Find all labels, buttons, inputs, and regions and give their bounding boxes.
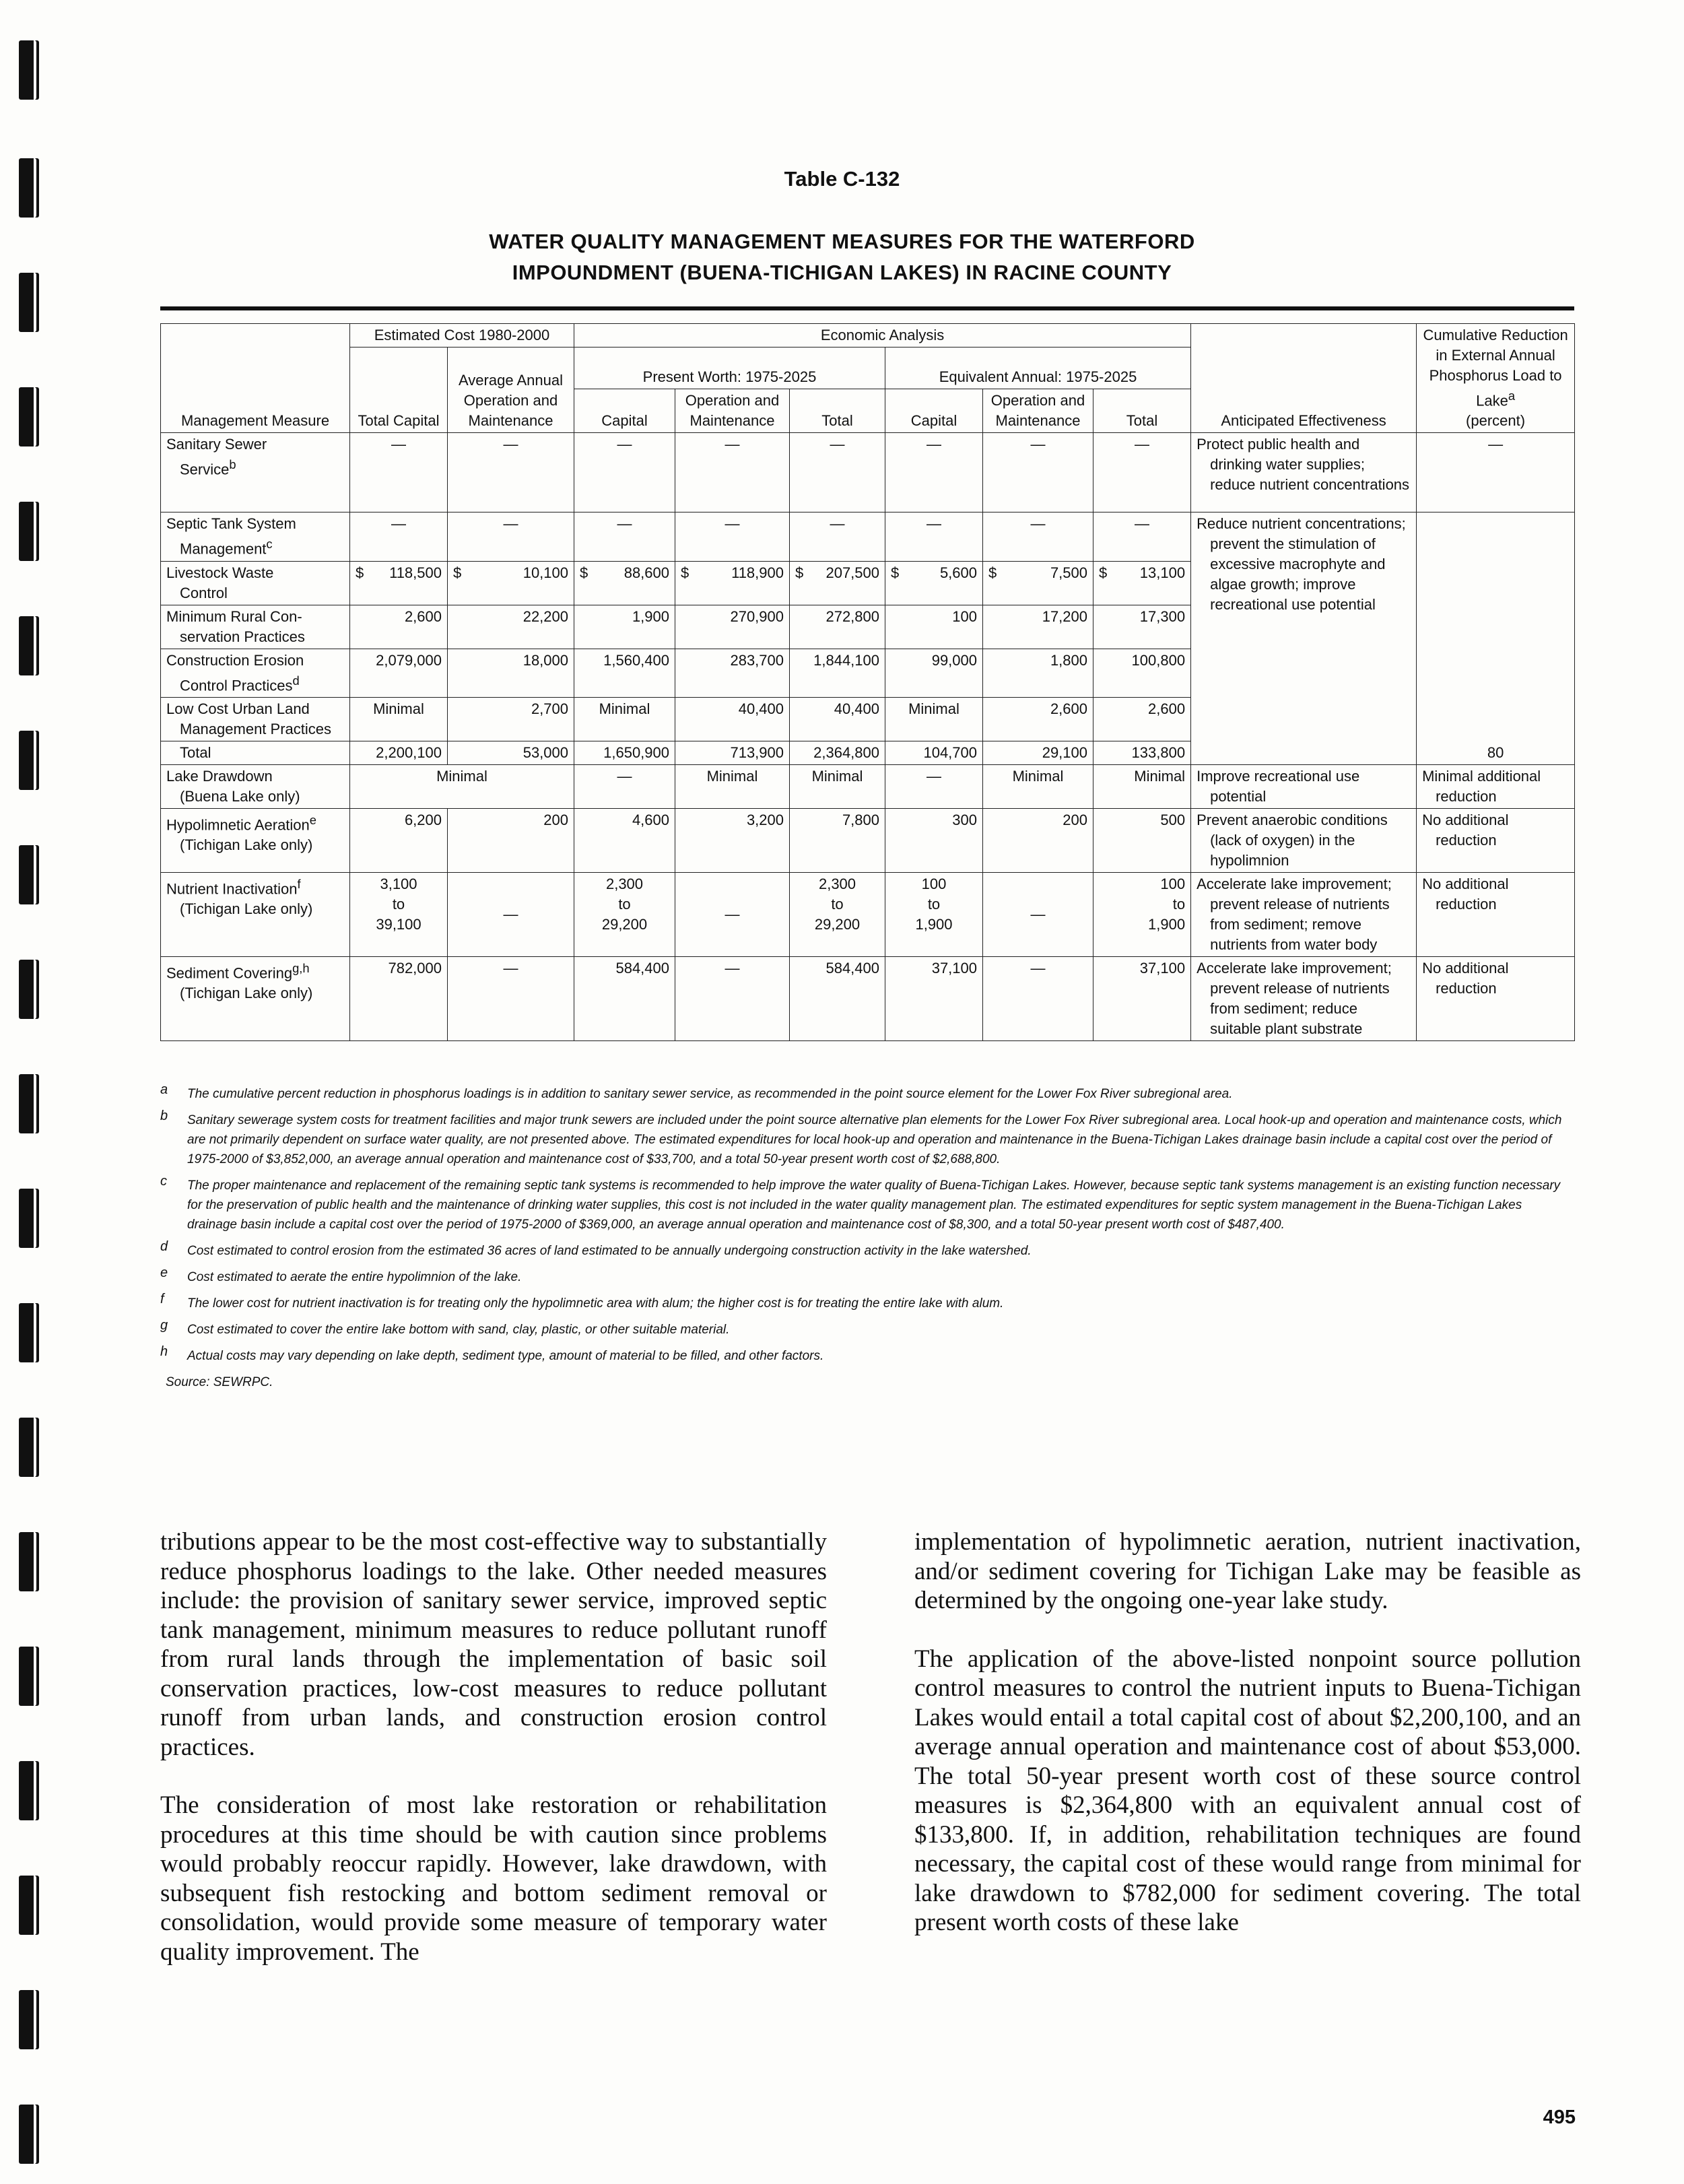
binding-hole: [19, 1418, 36, 1477]
reduction-cell: —: [1417, 433, 1575, 512]
cell-value: —: [675, 512, 790, 561]
header-present-worth: Present Worth: 1975-2025: [574, 348, 885, 389]
cell-value: 2,364,800: [790, 741, 885, 764]
measure-name: Septic Tank System Management$^c$: [161, 512, 350, 561]
cell-value: 2,079,000: [350, 649, 448, 697]
cell-value: Minimal: [885, 697, 983, 741]
cell-value: 1,800: [983, 649, 1093, 697]
measure-name: Nutrient Inactivation$^f$ (Tichigan Lake only): [161, 872, 350, 956]
cell-value: —: [885, 764, 983, 808]
binding-hole: [19, 845, 36, 904]
cell-value: —: [983, 512, 1093, 561]
measure-name: Sanitary Sewer Service$^b$: [161, 433, 350, 512]
header-ea-capital: Capital: [885, 389, 983, 433]
table-row: [161, 433, 1575, 512]
binding-hole: [19, 1532, 36, 1591]
table-row: [161, 764, 1575, 808]
cell-value: 104,700: [885, 741, 983, 764]
cell-value: 2,600: [1093, 697, 1191, 741]
measure-name: Minimum Rural Con- servation Practices: [161, 605, 350, 649]
header-total-capital: Total Capital: [350, 348, 448, 433]
cell-value: 2,600: [983, 697, 1093, 741]
cell-value: —: [448, 872, 574, 956]
cell-value: —: [983, 956, 1093, 1040]
cell-value: 3,100 to 39,100: [350, 872, 448, 956]
cell-value: —: [350, 433, 448, 512]
cell-value: 272,800: [790, 605, 885, 649]
cell-value: $ 13,100: [1093, 561, 1191, 605]
cell-value: 40,400: [790, 697, 885, 741]
header-ea-total: Total: [1093, 389, 1191, 433]
cell-value: 2,300 to 29,200: [574, 872, 675, 956]
cell-value: —: [790, 512, 885, 561]
cell-value: 584,400: [790, 956, 885, 1040]
cell-value: 1,650,900: [574, 741, 675, 764]
cell-value: 133,800: [1093, 741, 1191, 764]
cell-value: Minimal: [350, 697, 448, 741]
source-note: Source: SEWRPC.: [166, 1375, 273, 1389]
body-paragraph: tributions appear to be the most cost-effective way to substantially reduce phosphorus loadings to the lake. Other needed measures include: the provision of sanitary sewer service, improved septic tank management, minimum measures to reduce pollutant runoff from rural lands through the implementation of basic soil conservation practices, low-cost measures to reduce pollutant runoff from urban lands, and construction erosion control practices.: [160, 1528, 827, 1761]
effectiveness-cell: Accelerate lake improvement; prevent release of nutrients from sediment; reduce suitable plant substrate: [1191, 956, 1417, 1040]
effectiveness-cell: Prevent anaerobic conditions (lack of oxygen) in the hypolimnion: [1191, 808, 1417, 872]
cell-value: 2,700: [448, 697, 574, 741]
measure-name: Construction Erosion Control Practices$^d$: [161, 649, 350, 697]
cell-value: $ 7,500: [983, 561, 1093, 605]
cell-value: $ 207,500: [790, 561, 885, 605]
table-title-line: WATER QUALITY MANAGEMENT MEASURES FOR THE WATERFORD: [489, 230, 1195, 253]
body-paragraph: implementation of hypolimnetic aeration, nutrient inactivation, and/or sediment covering for Tichigan Lake may be feasible as determined by the ongoing one-year lake study.: [914, 1528, 1581, 1614]
body-paragraph: The application of the above-listed nonpoint source pollution control measures to control the nutrient inputs to Buena-Tichigan Lakes would entail a total capital cost of about $2,200,100, and an average annual operation and maintenance cost of about $53,000. The total 50-year present worth cost of these source control measures is $2,364,800 with an equivalent annual cost of $133,800. If, in addition, rehabilitation techniques are found necessary, the capital cost of these would range from minimal for lake drawdown to $782,000 for sediment covering. The total present worth costs of these lake: [914, 1645, 1581, 1936]
cell-value: —: [1093, 512, 1191, 561]
table-title-line: IMPOUNDMENT (BUENA-TICHIGAN LAKES) IN RACINE COUNTY: [512, 261, 1172, 284]
cell-value: —: [885, 433, 983, 512]
reduction-cell: No additional reduction: [1417, 956, 1575, 1040]
cell-value: 22,200: [448, 605, 574, 649]
footnote: a The cumulative percent reduction in phosphorus loadings is in addition to sanitary sewer service, as recommended in the point source element for the Lower Fox River subregional area.: [160, 1082, 1233, 1101]
reduction-cell: No additional reduction: [1417, 872, 1575, 956]
cell-value: 100 to 1,900: [1093, 872, 1191, 956]
cell-value: 283,700: [675, 649, 790, 697]
cell-value: —: [983, 872, 1093, 956]
cell-value: 17,200: [983, 605, 1093, 649]
cell-value: 2,200,100: [350, 741, 448, 764]
title-rule: [160, 306, 1574, 310]
cell-value: 500: [1093, 808, 1191, 872]
cell-value: 1,560,400: [574, 649, 675, 697]
measure-name: Lake Drawdown (Buena Lake only): [161, 764, 350, 808]
cell-value: 300: [885, 808, 983, 872]
cell-value: —: [448, 956, 574, 1040]
cell-value: —: [790, 433, 885, 512]
header-ea-om: Operation and Maintenance: [983, 389, 1093, 433]
header-pw-capital: Capital: [574, 389, 675, 433]
cell-value: $ 5,600: [885, 561, 983, 605]
cell-value: 100: [885, 605, 983, 649]
binding-hole: [19, 1189, 36, 1248]
cell-value: $ 10,100: [448, 561, 574, 605]
cell-value: $ 118,900: [675, 561, 790, 605]
header-economic-analysis: Economic Analysis: [574, 324, 1191, 348]
binding-hole: [19, 2105, 36, 2164]
cell-value: Minimal: [675, 764, 790, 808]
binding-hole: [19, 1074, 36, 1133]
footnote: g Cost estimated to cover the entire lake bottom with sand, clay, plastic, or other suitable material.: [160, 1318, 730, 1337]
cell-value: 2,600: [350, 605, 448, 649]
cell-value: Minimal: [574, 697, 675, 741]
cell-value: 2,300 to 29,200: [790, 872, 885, 956]
cell-value: Minimal: [350, 764, 574, 808]
cell-value: $ 118,500: [350, 561, 448, 605]
binding-hole: [19, 502, 36, 561]
cell-value: 4,600: [574, 808, 675, 872]
header-equivalent-annual: Equivalent Annual: 1975-2025: [885, 348, 1191, 389]
cell-value: Minimal: [983, 764, 1093, 808]
table-title: [0, 226, 1684, 288]
footnote: e Cost estimated to aerate the entire hypolimnion of the lake.: [160, 1265, 522, 1284]
effectiveness-cell: Accelerate lake improvement; prevent release of nutrients from sediment; remove nutrients from water body: [1191, 872, 1417, 956]
table-row: [161, 956, 1575, 1040]
binding-hole: [19, 960, 36, 1019]
cell-value: —: [448, 433, 574, 512]
spiral-binding: [19, 40, 35, 2169]
cell-value: —: [574, 512, 675, 561]
table-row: [161, 512, 1575, 561]
cell-value: 200: [448, 808, 574, 872]
reduction-cell: 80: [1417, 512, 1575, 765]
table-row: [161, 808, 1575, 872]
cell-value: —: [675, 872, 790, 956]
footnote: c The proper maintenance and replacement of the remaining septic tank systems is recommended to help improve the water quality of Buena-Tichigan Lakes. However, because septic tank systems management is an existing function necessary for the preservation of public health and the maintenance of drinking water supplies, this cost is not included in the water quality management plan. The estimated expenditures for septic system management in the Buena-Tichigan Lakes drainage basin include a capital cost over the period of 1975-2000 of $369,000, an average annual operation and maintenance cost of $8,300, and a total 50-year present worth cost of $487,400.: [160, 1174, 1561, 1232]
header-management-measure: Management Measure: [161, 324, 350, 433]
cell-value: —: [574, 433, 675, 512]
cell-value: 37,100: [885, 956, 983, 1040]
cell-value: —: [574, 764, 675, 808]
measure-name: Hypolimnetic Aeration$^e$ (Tichigan Lake only): [161, 808, 350, 872]
cell-value: 6,200: [350, 808, 448, 872]
measure-name: Total: [161, 741, 350, 764]
footnote: b Sanitary sewerage system costs for treatment facilities and major trunk sewers are included under the point source alternative plan elements for the Lower Fox River subregional area. Local hook-up and operation and maintenance costs, which are not primarily dependent on surface water quality, are not presented above. The estimated expenditures for local hook-up and operation and maintenance in the Buena-Tichigan Lakes drainage basin include a capital cost over the period of 1975-2000 of $3,852,000, an average annual operation and maintenance cost of $33,700, and a total 50-year present worth cost of $2,688,800.: [160, 1108, 1562, 1166]
measure-name: Livestock Waste Control: [161, 561, 350, 605]
footnote: h Actual costs may vary depending on lake depth, sediment type, amount of material to be filled, and other factors.: [160, 1344, 824, 1363]
reduction-cell: Minimal additional reduction: [1417, 764, 1575, 808]
binding-hole: [19, 1990, 36, 2049]
cell-value: —: [675, 956, 790, 1040]
footnote: d Cost estimated to control erosion from the estimated 36 acres of land estimated to be annually undergoing construction activity in the lake watershed.: [160, 1239, 1032, 1258]
binding-hole: [19, 1876, 36, 1935]
table-number: Table C-132: [784, 167, 900, 191]
cell-value: 18,000: [448, 649, 574, 697]
cell-value: 29,100: [983, 741, 1093, 764]
footnote: f The lower cost for nutrient inactivation is for treating only the hypolimnetic area with alum; the higher cost is for treating the entire lake with alum.: [160, 1292, 1004, 1311]
measures-table: [160, 323, 1575, 1041]
cell-value: 3,200: [675, 808, 790, 872]
header-anticipated-effectiveness: Anticipated Effectiveness: [1191, 324, 1417, 433]
cell-value: —: [448, 512, 574, 561]
footnotes: [160, 1084, 1574, 1399]
effectiveness-cell: Protect public health and drinking water supplies; reduce nutrient concentrations: [1191, 433, 1417, 512]
cell-value: —: [1093, 433, 1191, 512]
binding-hole: [19, 1647, 36, 1706]
cell-value: 40,400: [675, 697, 790, 741]
cell-value: —: [350, 512, 448, 561]
cell-value: 53,000: [448, 741, 574, 764]
cell-value: 100 to 1,900: [885, 872, 983, 956]
effectiveness-cell: Reduce nutrient concentrations; prevent the stimulation of excessive macrophyte and algae growth; improve recreational use potential: [1191, 512, 1417, 765]
cell-value: —: [885, 512, 983, 561]
header-cumulative-reduction-text: Cumulative Reduction in External Annual Phosphorus Load to Lake: [1423, 327, 1568, 409]
cell-value: 270,900: [675, 605, 790, 649]
cell-value: 200: [983, 808, 1093, 872]
header-pw-total: Total: [790, 389, 885, 433]
binding-hole: [19, 1303, 36, 1362]
measure-name: Sediment Covering$^{g,h}$ (Tichigan Lake only): [161, 956, 350, 1040]
cell-value: 100,800: [1093, 649, 1191, 697]
header-cumulative-reduction-unit: (percent): [1466, 412, 1526, 430]
body-paragraph: The consideration of most lake restoration or rehabilitation procedures at this time should be with caution since problems would probably reoccur rapidly. However, lake drawdown, with subsequent fish restocking and bottom sediment removal or consolidation, would provide some measure of temporary water quality improvement. The: [160, 1791, 827, 1966]
cell-value: —: [675, 433, 790, 512]
cell-value: 584,400: [574, 956, 675, 1040]
header-average-annual-om: Average Annual Operation and Maintenance: [448, 348, 574, 433]
cell-value: 1,900: [574, 605, 675, 649]
cell-value: 7,800: [790, 808, 885, 872]
binding-hole: [19, 731, 36, 790]
cell-value: 99,000: [885, 649, 983, 697]
cell-value: 713,900: [675, 741, 790, 764]
footnote-ref: a: [1508, 389, 1516, 403]
cell-value: $ 88,600: [574, 561, 675, 605]
effectiveness-cell: Improve recreational use potential: [1191, 764, 1417, 808]
binding-hole: [19, 387, 36, 446]
measure-name: Low Cost Urban Land Management Practices: [161, 697, 350, 741]
header-cumulative-reduction: [1417, 324, 1575, 433]
body-column-left: [160, 1527, 827, 1995]
body-column-right: [914, 1527, 1581, 1966]
page-number: 495: [1543, 2107, 1576, 2128]
cell-value: Minimal: [790, 764, 885, 808]
header-estimated-cost: Estimated Cost 1980-2000: [350, 324, 574, 348]
reduction-cell: No additional reduction: [1417, 808, 1575, 872]
table-row: [161, 872, 1575, 956]
cell-value: 782,000: [350, 956, 448, 1040]
binding-hole: [19, 40, 36, 100]
header-pw-om: Operation and Maintenance: [675, 389, 790, 433]
binding-hole: [19, 616, 36, 675]
cell-value: 1,844,100: [790, 649, 885, 697]
binding-hole: [19, 1761, 36, 1820]
cell-value: —: [983, 433, 1093, 512]
cell-value: Minimal: [1093, 764, 1191, 808]
cell-value: 17,300: [1093, 605, 1191, 649]
cell-value: 37,100: [1093, 956, 1191, 1040]
